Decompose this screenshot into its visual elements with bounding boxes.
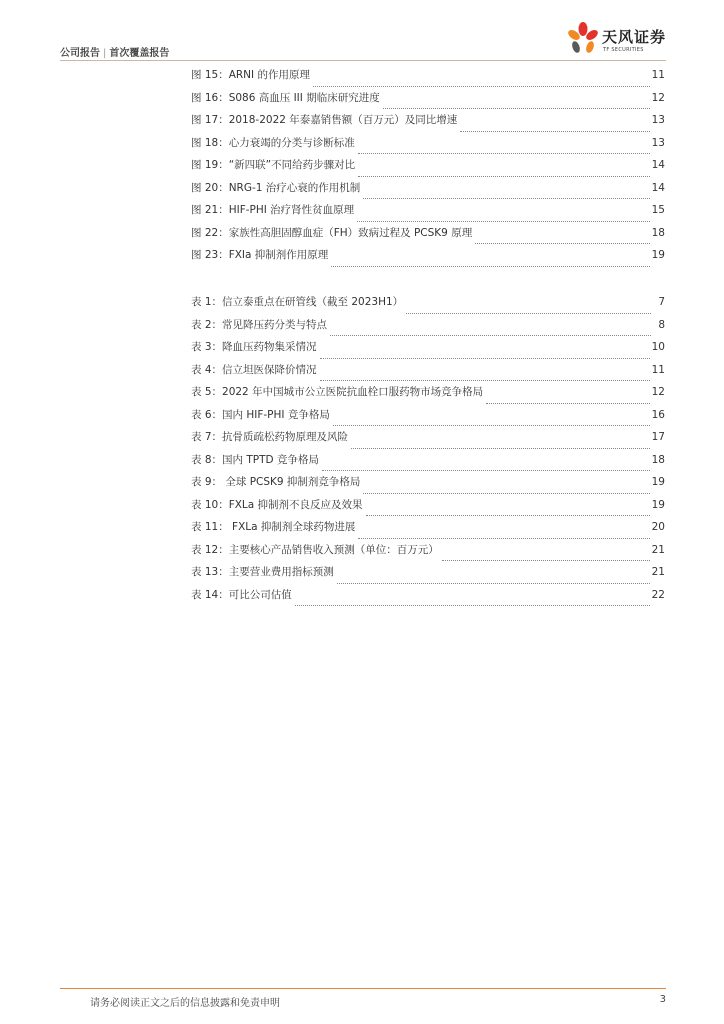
toc-table-entry[interactable]: [191, 362, 665, 385]
toc-entry-label: 表 12：主要核心产品销售收入预测（单位：百万元）: [191, 543, 439, 556]
toc-dot-leader: [383, 107, 650, 109]
toc-entry-page: 13: [651, 114, 665, 126]
figure-list: [191, 67, 665, 270]
toc-entry-page: 16: [651, 408, 665, 421]
toc-dot-leader: [320, 379, 650, 381]
toc-table-entry[interactable]: [191, 429, 665, 452]
header-breadcrumb: [60, 44, 169, 59]
toc-dot-leader: [486, 402, 650, 404]
toc-dot-leader: [313, 85, 650, 87]
table-list: [191, 294, 665, 609]
toc-entry-page: 20: [651, 521, 665, 533]
toc-table-entry[interactable]: [191, 407, 665, 430]
toc-entry-label: 表 13：主要营业费用指标预测: [191, 566, 334, 578]
toc-table-entry[interactable]: [191, 564, 665, 587]
toc-entry-page: 19: [651, 476, 665, 488]
toc-entry-page: 12: [651, 386, 665, 398]
header-report-type: 首次覆盖报告: [109, 48, 170, 59]
toc-table-entry[interactable]: [191, 542, 665, 565]
toc-dot-leader: [475, 242, 649, 244]
toc-entry-label: 表 10：FXLa 抑制剂不良反应及效果: [191, 498, 363, 511]
toc-entry-page: 17: [651, 431, 665, 443]
toc-entry-page: 21: [651, 543, 665, 556]
page-header: [60, 0, 666, 62]
toc-dot-leader: [320, 357, 650, 359]
toc-dot-leader: [406, 312, 651, 314]
toc-table-entry[interactable]: [191, 294, 665, 317]
toc-figure-entry[interactable]: [191, 180, 665, 203]
toc-dot-leader: [295, 604, 650, 606]
footer-disclaimer: 请务必阅读正文之后的信息披露和免责申明: [90, 998, 280, 1009]
toc-entry-label: 图 16：S086 高血压 III 期临床研究进度: [191, 91, 380, 104]
toc-entry-label: 图 19：“新四联”不同给药步骤对比: [191, 159, 356, 171]
logo-text-en: TF SECURITIES: [603, 47, 644, 53]
toc-entry-page: 11: [651, 69, 665, 81]
toc-figure-entry[interactable]: [191, 112, 665, 135]
toc-dot-leader: [322, 469, 650, 471]
toc-entry-label: 图 15：ARNI 的作用原理: [191, 69, 310, 81]
toc-dot-leader: [358, 175, 650, 177]
toc-dot-leader: [351, 447, 650, 449]
footer-page-number: 3: [659, 994, 666, 1005]
toc-figure-entry[interactable]: [191, 225, 665, 248]
toc-entry-page: 10: [651, 341, 665, 353]
toc-entry-page: 21: [651, 566, 665, 578]
toc-entry-page: 13: [651, 136, 665, 149]
toc-table-entry[interactable]: [191, 339, 665, 362]
toc-dot-leader: [337, 582, 650, 584]
toc-entry-page: 18: [651, 226, 665, 239]
toc-figure-entry[interactable]: [191, 157, 665, 180]
toc-entry-page: 22: [651, 588, 665, 601]
toc-entry-page: 8: [658, 318, 665, 331]
toc-figure-entry[interactable]: [191, 67, 665, 90]
toc-entry-label: 图 17：2018-2022 年泰嘉销售额（百万元）及同比增速: [191, 114, 458, 126]
toc-table-entry[interactable]: [191, 497, 665, 520]
toc-entry-label: 表 3：降血压药物集采情况: [191, 341, 317, 353]
toc-entry-page: 18: [651, 453, 665, 466]
toc-entry-label: 图 18：心力衰竭的分类与诊断标准: [191, 136, 355, 149]
toc-entry-label: 表 6：国内 HIF-PHI 竞争格局: [191, 408, 330, 421]
toc-table-entry[interactable]: [191, 384, 665, 407]
toc-entry-page: 14: [651, 181, 665, 194]
footer-divider: [60, 988, 666, 989]
toc-figure-entry[interactable]: [191, 247, 665, 270]
toc-figure-entry[interactable]: [191, 135, 665, 158]
flower-logo-icon: [566, 20, 600, 56]
toc-entry-label: 图 20：NRG-1 治疗心衰的作用机制: [191, 181, 361, 194]
toc-dot-leader: [363, 197, 649, 199]
toc-entry-label: 表 9： 全球 PCSK9 抑制剂竞争格局: [191, 476, 361, 488]
toc-table-entry[interactable]: [191, 519, 665, 542]
toc-entry-label: 表 5：2022 年中国城市公立医院抗血栓口服药物市场竞争格局: [191, 386, 484, 398]
toc-entry-label: 表 8：国内 TPTD 竞争格局: [191, 453, 319, 466]
toc-figure-entry[interactable]: [191, 90, 665, 113]
company-logo: [566, 18, 666, 58]
toc-entry-page: 12: [651, 91, 665, 104]
toc-entry-page: 19: [651, 249, 665, 261]
toc-entry-page: 11: [651, 363, 665, 376]
toc-table-entry[interactable]: [191, 452, 665, 475]
toc-entry-label: 表 2：常见降压药分类与特点: [191, 318, 328, 331]
toc-dot-leader: [366, 514, 650, 516]
toc-entry-label: 表 4：信立坦医保降价情况: [191, 363, 317, 376]
toc-dot-leader: [460, 130, 649, 132]
logo-text-cn: 天风证券: [602, 28, 667, 46]
toc-dot-leader: [330, 334, 651, 336]
toc-table-entry[interactable]: [191, 587, 665, 610]
toc-dot-leader: [442, 559, 650, 561]
toc-entry-page: 19: [651, 498, 665, 511]
toc-entry-label: 表 14：可比公司估值: [191, 588, 292, 601]
toc-table-entry[interactable]: [191, 474, 665, 497]
toc-entry-label: 图 21：HIF-PHI 治疗肾性贫血原理: [191, 204, 355, 216]
toc-figure-entry[interactable]: [191, 202, 665, 225]
header-separator: |: [103, 48, 107, 59]
header-company-report: 公司报告: [60, 48, 100, 59]
toc-table-entry[interactable]: [191, 317, 665, 340]
toc-dot-leader: [331, 265, 649, 267]
toc-entry-page: 14: [651, 159, 665, 171]
header-divider: [60, 60, 666, 61]
toc-dot-leader: [357, 220, 649, 222]
toc-entry-page: 15: [651, 204, 665, 216]
toc-entry-label: 表 1：信立泰重点在研管线（截至 2023H1）: [191, 296, 404, 308]
toc-dot-leader: [358, 537, 649, 539]
toc-entry-label: 表 11： FXLa 抑制剂全球药物进展: [191, 521, 356, 533]
toc-dot-leader: [333, 424, 650, 426]
toc-dot-leader: [358, 152, 650, 154]
toc-entry-page: 7: [658, 296, 665, 308]
toc-dot-leader: [363, 492, 649, 494]
toc-entry-label: 表 7：抗骨质疏松药物原理及风险: [191, 431, 349, 443]
toc-entry-label: 图 22：家族性高胆固醇血症（FH）致病过程及 PCSK9 原理: [191, 226, 473, 239]
toc-entry-label: 图 23：FXIa 抑制剂作用原理: [191, 249, 329, 261]
